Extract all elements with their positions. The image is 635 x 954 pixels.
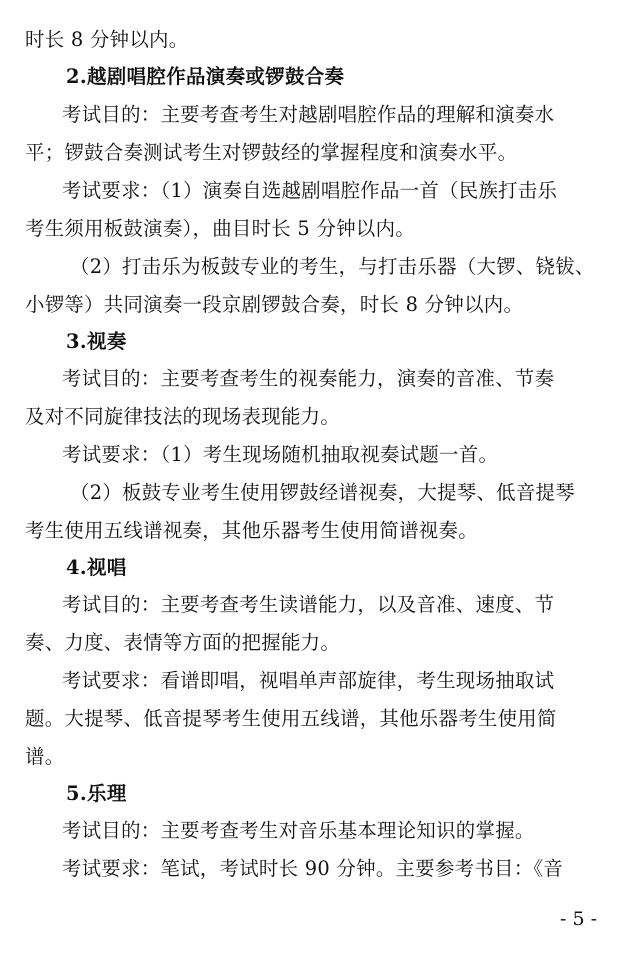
text-line: 小锣等）共同演奏一段京剧锣鼓合奏，时长 8 分钟以内。 — [25, 293, 524, 316]
text-line: 考试目的：主要考查考生对越剧唱腔作品的理解和演奏水 — [62, 103, 555, 126]
text-line: 平；锣鼓合奏测试考生对锣鼓经的掌握程度和演奏水平。 — [25, 141, 518, 164]
section-heading: 2.越剧唱腔作品演奏或锣鼓合奏 — [66, 65, 345, 88]
text-line: 考试要求：（1）演奏自选越剧唱腔作品一首（民族打击乐 — [62, 179, 558, 202]
text-line: 考试目的：主要考查考生读谱能力，以及音准、速度、节 — [62, 593, 555, 616]
section-heading: 5.乐理 — [66, 782, 127, 805]
text-line: 及对不同旋律技法的现场表现能力。 — [25, 405, 341, 428]
text-line: 考试要求：笔试，考试时长 90 分钟。主要参考书目：《音 — [62, 857, 564, 880]
text-line: 时长 8 分钟以内。 — [25, 28, 189, 51]
section-heading: 3.视奏 — [66, 330, 127, 353]
text-line: 题。大提琴、低音提琴考生使用五线谱，其他乐器考生使用简 — [25, 707, 557, 730]
page-number: - 5 - — [560, 908, 598, 930]
text-line: 考试目的：主要考查考生对音乐基本理论知识的掌握。 — [62, 819, 535, 842]
text-line: （2）板鼓专业考生使用锣鼓经谱视奏，大提琴、低音提琴 — [70, 481, 575, 504]
text-line: 考生使用五线谱视奏，其他乐器考生使用简谱视奏。 — [25, 519, 478, 542]
text-line: 考试要求：看谱即唱，视唱单声部旋律，考生现场抽取试 — [62, 669, 555, 692]
section-heading: 4.视唱 — [66, 556, 127, 579]
text-line: 谱。 — [25, 745, 65, 768]
text-line: 考试要求：（1）考生现场随机抽取视奏试题一首。 — [62, 443, 499, 466]
text-line: （2）打击乐为板鼓专业的考生，与打击乐器（大锣、铙钹、 — [70, 255, 595, 278]
text-line: 考试目的：主要考查考生的视奏能力，演奏的音准、节奏 — [62, 367, 555, 390]
text-line: 奏、力度、表情等方面的把握能力。 — [25, 631, 341, 654]
text-line: 考生须用板鼓演奏），曲目时长 5 分钟以内。 — [25, 217, 415, 240]
